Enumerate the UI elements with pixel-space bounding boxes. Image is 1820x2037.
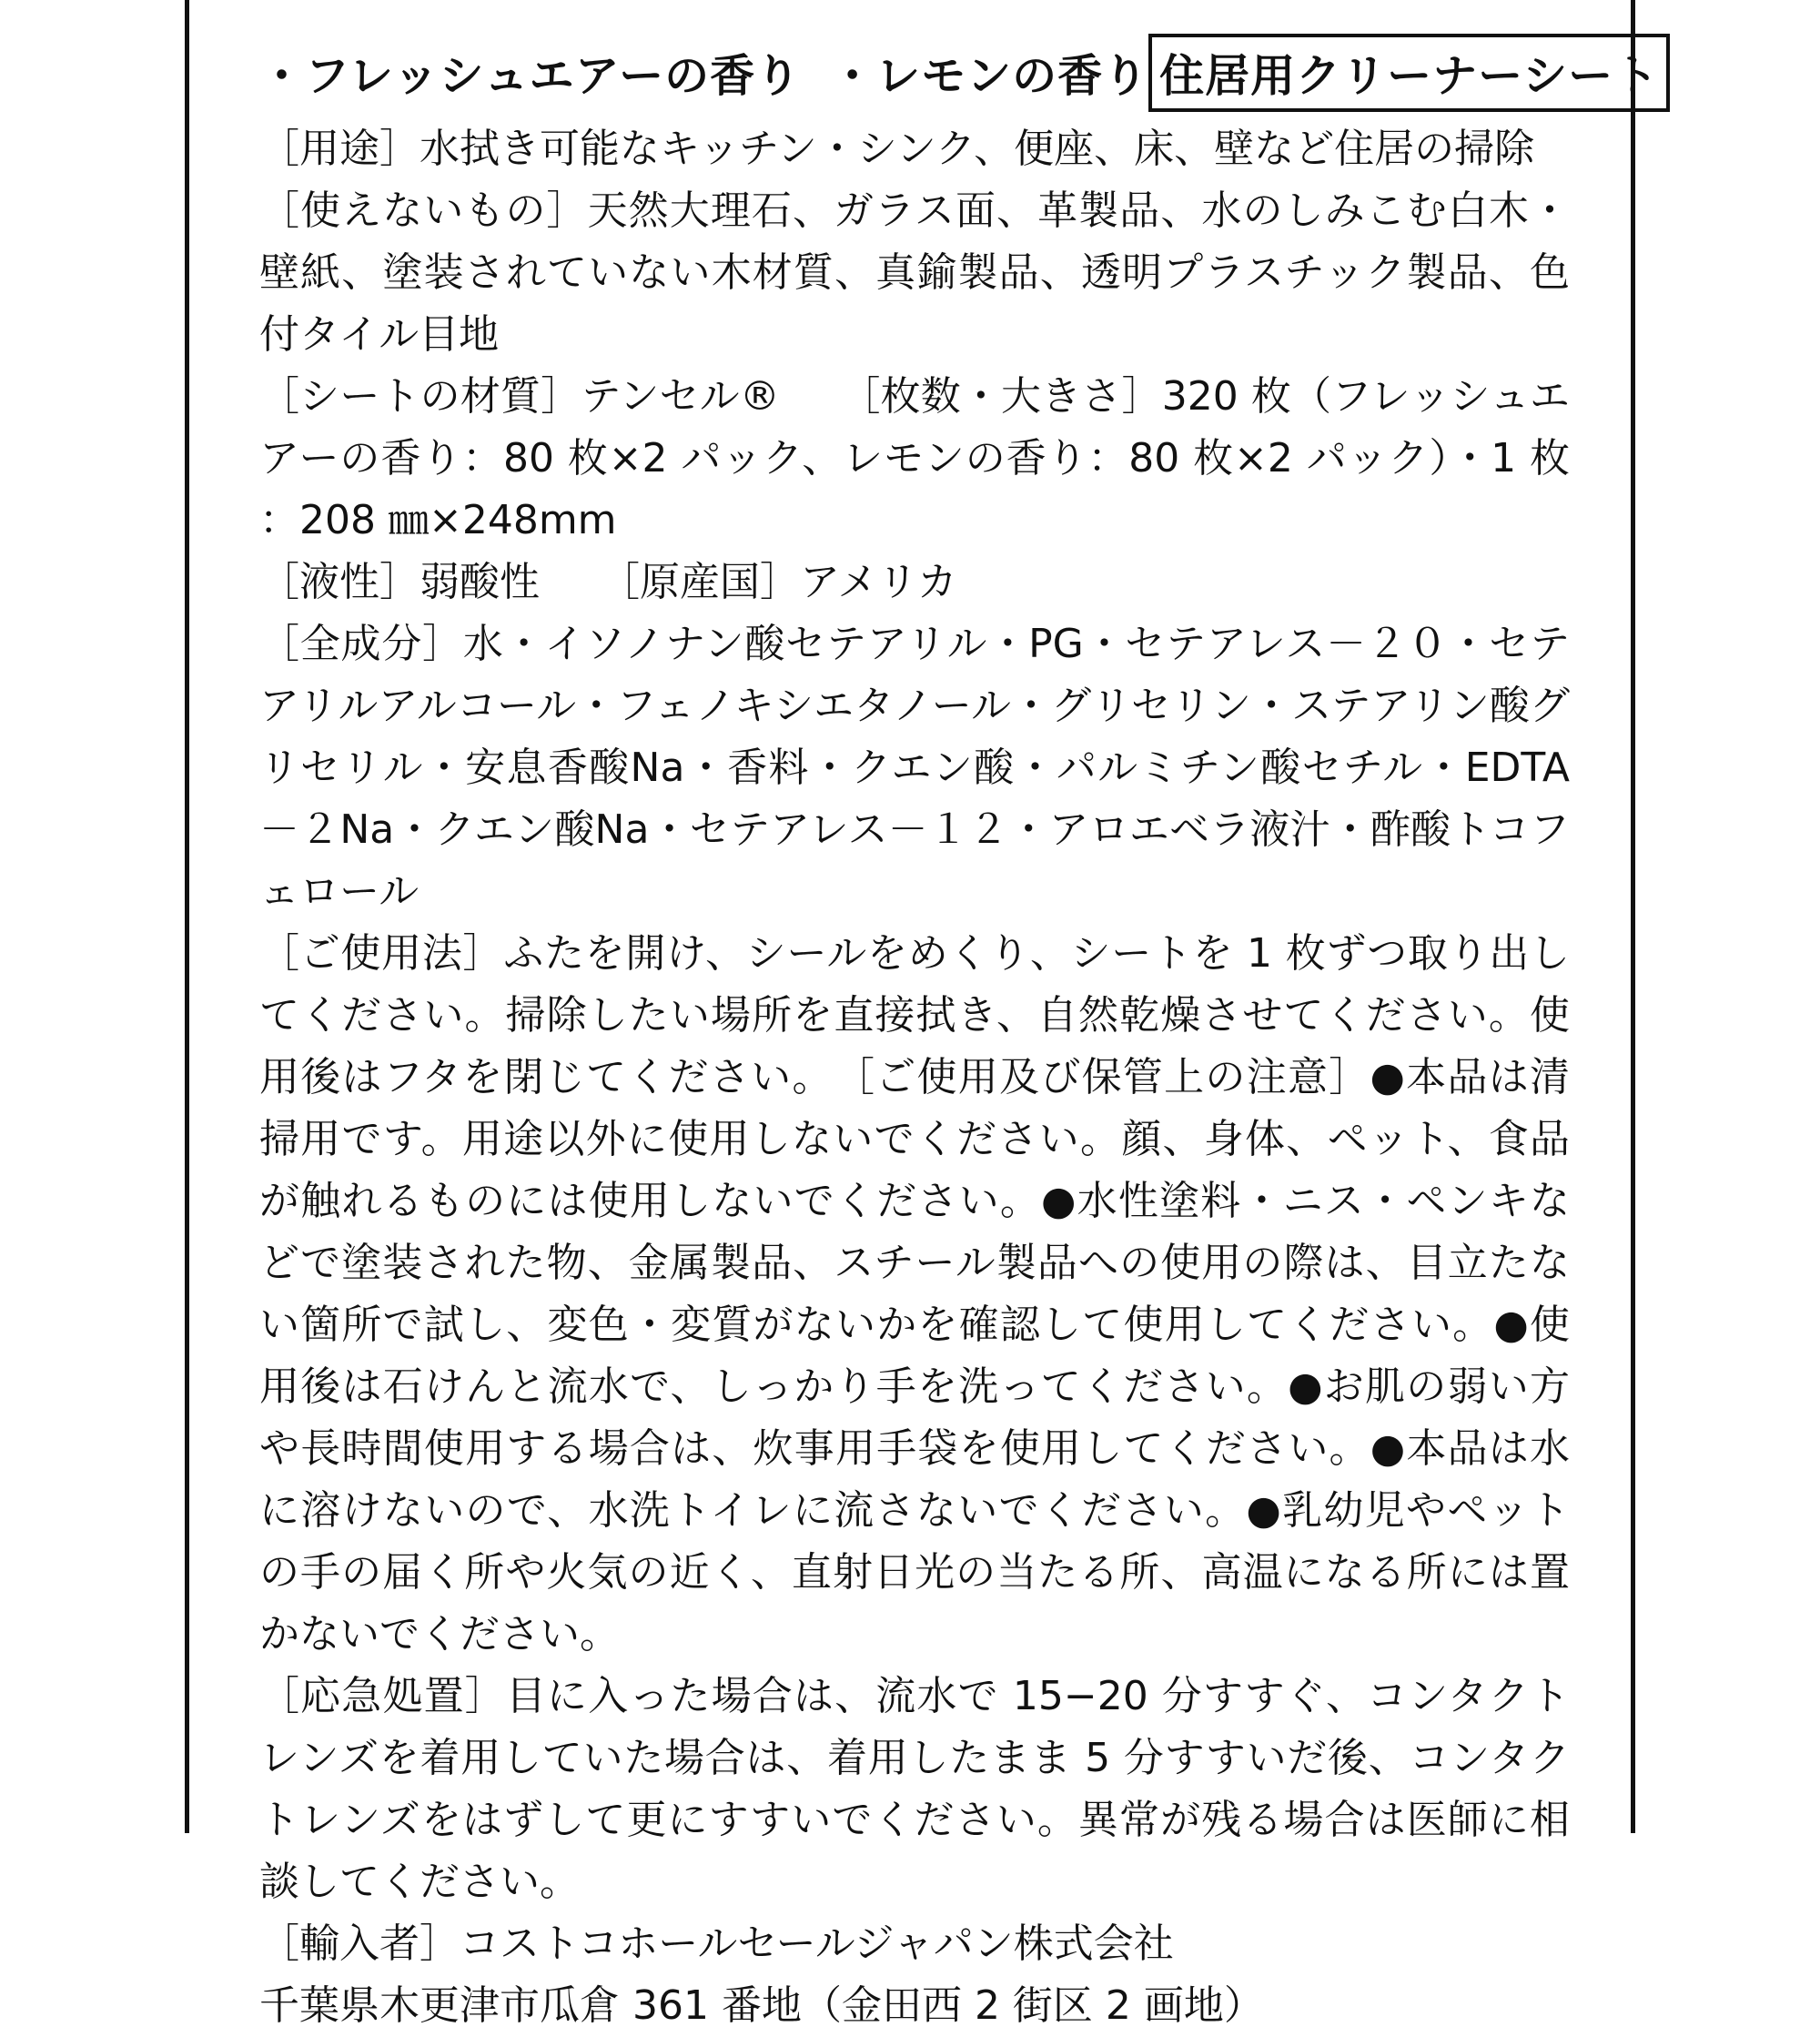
importer-address: 千葉県木更津市瓜倉 361 番地（金田西 2 街区 2 画地） (259, 1982, 1264, 2029)
liquid-origin-text: ［液性］弱酸性 ［原産国］アメリカ (259, 559, 957, 605)
first-aid-text: ［応急処置］目に入った場合は、流水で 15−20 分すすぐ、コンタクトレンズを着用していた場合は、着用したまま 5 分すすいだ後、コンタクトレンズをはずして更にすすいでください。異常が残る場合は医師に相談してください。 (259, 1673, 1570, 1905)
scent-variant-lemon: ・レモンの香り (830, 50, 1149, 102)
ingredients-text: ［全成分］水・イソノナン酸セテアリル・PG・セテアレス－２０・セテアリルアルコール・フェノキシエタノール・グリセリン・ステアリン酸グリセリル・安息香酸Na・香料・クエン酸・パルミチン酸セチル・EDTA－２Na・クエン酸Na・セテアレス－１２・アロエベラ液汁・酢酸トコフェロール (259, 621, 1570, 915)
product-label (259, 27, 1660, 2037)
product-name-box: 住居用クリーナーシート (1148, 34, 1670, 112)
not-usable-text: ［使えないもの］天然大理石、ガラス面、革製品、水のしみこむ白木・壁紙、塗装されていない木材質、真鍮製品、透明プラスチック製品、色付タイル目地 (259, 187, 1570, 358)
importer-text: ［輸入者］コストコホールセールジャパン株式会社 (259, 1920, 1174, 1967)
material-size-text: ［シートの材質］テンセル® ［枚数・大きさ］320 枚（フレッシュエアーの香り：80 枚×2 パック、レモンの香り：80 枚×2 パック）・1 枚：208 ㎜×248mm (259, 373, 1570, 543)
directions-cautions-text: ［ご使用法］ふたを開け、シールをめくり、シートを 1 枚ずつ取り出してください。掃除したい場所を直接拭き、自然乾燥させてください。使用後はフタを閉じてください。 ［ご使用及び保管上の注意］●本品は清掃用です。用途以外に使用しないでください。顔、身体、ペット、食品が触れるものには使用しないでください。●水性塗料・ニス・ペンキなどで塗装された物、金属製品、スチール製品への使用の際は、目立たない箇所で試し、変色・変質がないかを確認して使用してください。●使用後は石けんと流水で、しっかり手を洗ってください。●お肌の弱い方や長時間使用する場合は、炊事用手袋を使用してください。●本品は水に溶けないので、水洗トイレに流さないでください。●乳幼児やペットの手の届く所や火気の近く、直射日光の当たる所、高温になる所には置かないでください。 (259, 930, 1570, 1657)
scent-variant-fresh-air: ・フレッシュエアーの香り (259, 50, 802, 102)
label-header (259, 27, 1660, 118)
usage-text: ［用途］水拭き可能なキッチン・シンク、便座、床、壁など住居の掃除 (259, 126, 1535, 172)
